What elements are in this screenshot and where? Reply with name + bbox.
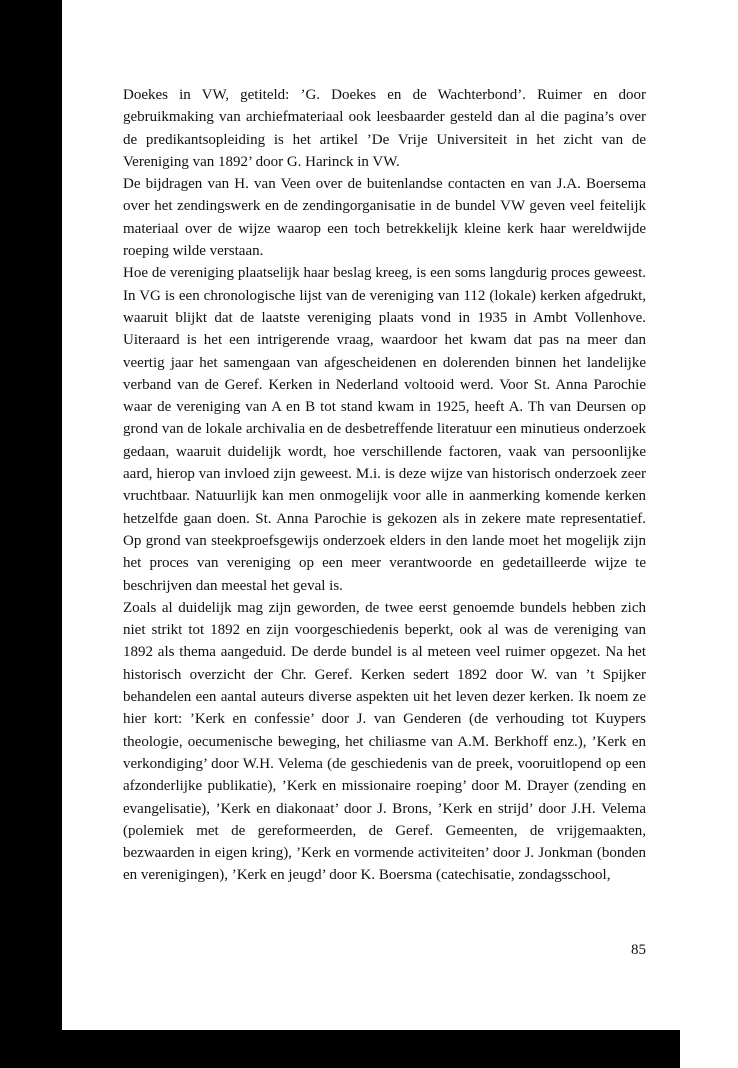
- scan-bottom-border: [0, 1030, 680, 1068]
- page-text-block: [123, 84, 646, 887]
- paragraph-3: Hoe de vereniging plaatselijk haar beslag kreeg, is een soms langdurig proces geweest. In VG is een chronologische lijst van de vereniging van 112 (lokale) kerken afgedrukt, waaruit blijkt dat de laatste vereniging plaats vond in 1935 in Ambt Vollenhove. Uiteraard is het een intrigerende vraag, waardoor het kwam dat pas na meer dan veertig jaar het samengaan van afgescheidenen en dolerenden binnen het landelijke verband van de Geref. Kerken in Nederland voltooid werd. Voor St. Anna Parochie waar de vereniging van A en B tot stand kwam in 1925, heeft A. Th van Deursen op grond van de lokale archivalia en de desbetreffende literatuur een minutieus onderzoek gedaan, waaruit duidelijk wordt, hoe verschillende factoren, vaak van persoonlijke aard, hierop van invloed zijn geweest. M.i. is deze wijze van historisch onderzoek zeer vruchtbaar. Natuurlijk kan men onmogelijk voor alle in aanmerking komende kerken hetzelfde gaan doen. St. Anna Parochie is gekozen als in zekere mate representatief. Op grond van steekproefsgewijs onderzoek elders in den lande moet het mogelijk zijn het proces van vereniging op een meer verantwoorde en gedetailleerde wijze te beschrijven dan meestal het geval is.: [123, 265, 646, 594]
- scan-left-border: [0, 0, 62, 1068]
- paragraph-1: Doekes in VW, getiteld: ’G. Doekes en de Wachterbond’. Ruimer en door gebruikmaking van archiefmateriaal ook leesbaarder gesteld dan al die pagina’s over de predikantsopleiding is het artikel ’De Vrije Universiteit in het zicht van de Vereniging van 1892’ door G. Harinck in VW.: [123, 87, 646, 170]
- paragraph-4: Zoals al duidelijk mag zijn geworden, de twee eerst genoemde bundels hebben zich niet strikt tot 1892 en zijn voorgeschiedenis beperkt, ook al was de vereniging van 1892 als thema aangeduid. De derde bundel is al meteen veel ruimer opgezet. Na het historisch overzicht der Chr. Geref. Kerken sedert 1892 door W. van ’t Spijker behandelen een aantal auteurs diverse aspekten uit het leven dezer kerken. Ik noem ze hier kort: ’Kerk en confessie’ door J. van Genderen (de verhouding tot Kuypers theologie, oecumenische beweging, het chiliasme van A.M. Berkhoff enz.), ’Kerk en verkondiging’ door W.H. Velema (de geschiedenis van de preek, vooruitlopend op een afzonderlijke publikatie), ’Kerk en missionaire roeping’ door M. Drayer (zending en evangelisatie), ’Kerk en diakonaat’ door J. Brons, ’Kerk en strijd’ door J.H. Velema (polemiek met de gereformeerden, de Geref. Gemeenten, de vrijgemaakten, bezwaarden in eigen kring), ’Kerk en vormende activiteiten’ door J. Jonkman (bonden en verenigingen), ’Kerk en jeugd’ door K. Boersma (catechisatie, zondagsschool,: [123, 599, 646, 884]
- page-number: 85: [631, 942, 646, 958]
- paragraph-2: De bijdragen van H. van Veen over de buitenlandse contacten en van J.A. Boersema over het zendingswerk en de zendingorganisatie in de bundel VW geven veel feitelijk materiaal over de wijze waarop een toch betrekkelijk kleine kerk haar wereldwijde roeping wilde verstaan.: [123, 176, 646, 260]
